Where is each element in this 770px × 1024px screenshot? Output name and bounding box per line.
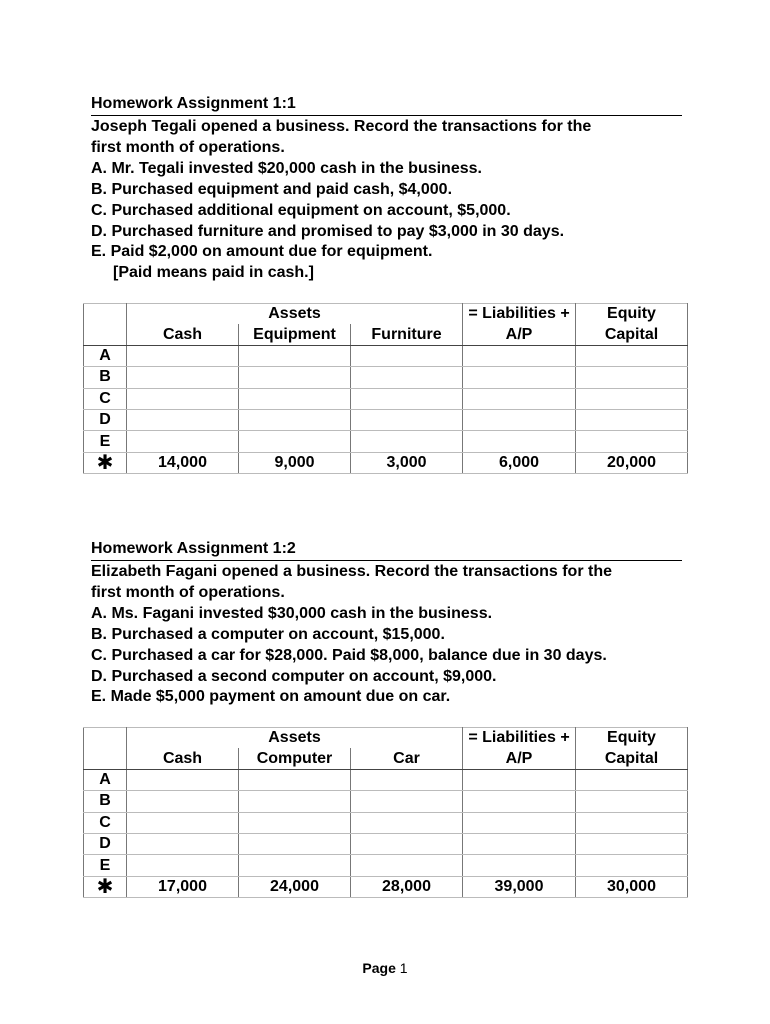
total-marker: ✱: [84, 876, 127, 897]
assignment-heading: Homework Assignment 1:1: [91, 94, 682, 116]
total-ap: 6,000: [463, 452, 576, 473]
total-cash: 14,000: [127, 452, 239, 473]
table-row: [84, 388, 688, 409]
assignment-text-line: Joseph Tegali opened a business. Record the transactions for the: [91, 118, 592, 135]
row-label: B: [84, 791, 127, 812]
column-header-cash: Cash: [127, 748, 239, 769]
row-label: E: [84, 855, 127, 876]
column-header-capital: Capital: [576, 748, 688, 769]
transaction-e: E. Paid $2,000 on amount due for equipment.: [91, 243, 433, 261]
table-row: [84, 791, 688, 812]
table-row: [84, 833, 688, 854]
entry-cell[interactable]: [576, 409, 688, 430]
transaction-d: D. Purchased a second computer on account, $9,000.: [91, 667, 497, 685]
column-header-ap: A/P: [463, 324, 576, 345]
entry-cell[interactable]: [239, 409, 351, 430]
entry-cell[interactable]: [127, 855, 239, 876]
table-row: [84, 367, 688, 388]
entry-cell[interactable]: [576, 345, 688, 366]
row-label: E: [84, 431, 127, 452]
entry-cell[interactable]: [463, 367, 576, 388]
transaction-d: D. Purchased furniture and promised to pay $3,000 in 30 days.: [91, 222, 565, 240]
entry-cell[interactable]: [127, 409, 239, 430]
entry-cell[interactable]: [576, 812, 688, 833]
entry-cell[interactable]: [576, 769, 688, 790]
entry-cell[interactable]: [351, 367, 463, 388]
table-header-row: [84, 748, 688, 769]
header-spacer: [127, 304, 239, 325]
entry-cell[interactable]: [463, 855, 576, 876]
entry-cell[interactable]: [463, 833, 576, 854]
entry-cell[interactable]: [351, 791, 463, 812]
entry-cell[interactable]: [127, 431, 239, 452]
entry-cell[interactable]: [351, 855, 463, 876]
entry-cell[interactable]: [239, 367, 351, 388]
assignment-text-line: Elizabeth Fagani opened a business. Record the transactions for the: [91, 563, 612, 580]
entry-cell[interactable]: [576, 855, 688, 876]
corner-cell: [84, 304, 127, 325]
total-furniture: 3,000: [351, 452, 463, 473]
assets-label: Assets: [239, 728, 351, 749]
corner-cell: [84, 748, 127, 769]
row-label: B: [84, 367, 127, 388]
entry-cell[interactable]: [351, 769, 463, 790]
entry-cell[interactable]: [576, 833, 688, 854]
total-cash: 17,000: [127, 876, 239, 897]
table-row: [84, 769, 688, 790]
table-header-row: [84, 324, 688, 345]
entry-cell[interactable]: [463, 409, 576, 430]
entry-cell[interactable]: [127, 367, 239, 388]
entry-cell[interactable]: [239, 855, 351, 876]
page-number: 1: [399, 960, 408, 976]
assignment-note: [Paid means paid in cash.]: [113, 264, 314, 282]
total-car: 28,000: [351, 876, 463, 897]
entry-cell[interactable]: [239, 833, 351, 854]
accounting-equation-table-2: [83, 727, 688, 898]
header-spacer: [351, 304, 463, 325]
entry-cell[interactable]: [239, 345, 351, 366]
transaction-c: C. Purchased additional equipment on account, $5,000.: [91, 201, 511, 219]
row-label: D: [84, 409, 127, 430]
total-capital: 20,000: [576, 452, 688, 473]
entry-cell[interactable]: [127, 791, 239, 812]
page-label: Page: [362, 960, 396, 976]
entry-cell[interactable]: [127, 388, 239, 409]
entry-cell[interactable]: [127, 345, 239, 366]
table-row: [84, 812, 688, 833]
header-spacer: [351, 728, 463, 749]
row-label: C: [84, 812, 127, 833]
corner-cell: [84, 728, 127, 749]
entry-cell[interactable]: [463, 345, 576, 366]
entry-cell[interactable]: [351, 431, 463, 452]
row-label: C: [84, 388, 127, 409]
total-marker: ✱: [84, 452, 127, 473]
entry-cell[interactable]: [127, 833, 239, 854]
entry-cell[interactable]: [463, 769, 576, 790]
table-row: [84, 345, 688, 366]
row-label: D: [84, 833, 127, 854]
header-spacer: [127, 728, 239, 749]
column-header-computer: Computer: [239, 748, 351, 769]
entry-cell[interactable]: [463, 791, 576, 812]
totals-row: [84, 876, 688, 897]
entry-cell[interactable]: [463, 431, 576, 452]
column-header-furniture: Furniture: [351, 324, 463, 345]
entry-cell[interactable]: [239, 769, 351, 790]
entry-cell[interactable]: [576, 431, 688, 452]
assets-label: Assets: [239, 304, 351, 325]
assignment-1-1: [91, 94, 682, 284]
entry-cell[interactable]: [463, 812, 576, 833]
transaction-a: A. Mr. Tegali invested $20,000 cash in the business.: [91, 159, 482, 177]
column-header-capital: Capital: [576, 324, 688, 345]
liabilities-label: = Liabilities +: [463, 728, 576, 749]
table-row: [84, 409, 688, 430]
entry-cell[interactable]: [351, 812, 463, 833]
table-header-row: [84, 728, 688, 749]
entry-cell[interactable]: [351, 409, 463, 430]
entry-cell[interactable]: [351, 388, 463, 409]
entry-cell[interactable]: [127, 769, 239, 790]
entry-cell[interactable]: [239, 812, 351, 833]
column-header-ap: A/P: [463, 748, 576, 769]
entry-cell[interactable]: [239, 388, 351, 409]
table-row: [84, 431, 688, 452]
entry-cell[interactable]: [239, 791, 351, 812]
entry-cell[interactable]: [127, 812, 239, 833]
table-row: [84, 855, 688, 876]
total-computer: 24,000: [239, 876, 351, 897]
liabilities-label: = Liabilities +: [463, 304, 576, 325]
column-header-equipment: Equipment: [239, 324, 351, 345]
equity-label: Equity: [576, 728, 688, 749]
entry-cell[interactable]: [576, 367, 688, 388]
entry-cell[interactable]: [463, 388, 576, 409]
page-footer: [0, 960, 770, 976]
transaction-e: E. Made $5,000 payment on amount due on car.: [91, 688, 451, 706]
assignment-text-line: first month of operations.: [91, 138, 285, 156]
transaction-b: B. Purchased equipment and paid cash, $4,000.: [91, 180, 453, 198]
assignment-heading: Homework Assignment 1:2: [91, 539, 682, 561]
transaction-a: A. Ms. Fagani invested $30,000 cash in the business.: [91, 604, 493, 622]
total-capital: 30,000: [576, 876, 688, 897]
entry-cell[interactable]: [239, 431, 351, 452]
totals-row: [84, 452, 688, 473]
accounting-equation-table-1: [83, 303, 688, 474]
row-label: A: [84, 345, 127, 366]
entry-cell[interactable]: [351, 345, 463, 366]
corner-cell: [84, 324, 127, 345]
column-header-car: Car: [351, 748, 463, 769]
total-equipment: 9,000: [239, 452, 351, 473]
entry-cell[interactable]: [351, 833, 463, 854]
transaction-c: C. Purchased a car for $28,000. Paid $8,000, balance due in 30 days.: [91, 646, 607, 664]
assignment-text-line: first month of operations.: [91, 583, 285, 601]
assignment-1-2: [91, 539, 682, 708]
row-label: A: [84, 769, 127, 790]
entry-cell[interactable]: [576, 388, 688, 409]
transaction-b: B. Purchased a computer on account, $15,000.: [91, 625, 445, 643]
column-header-cash: Cash: [127, 324, 239, 345]
total-ap: 39,000: [463, 876, 576, 897]
equity-label: Equity: [576, 304, 688, 325]
entry-cell[interactable]: [576, 791, 688, 812]
table-header-row: [84, 304, 688, 325]
